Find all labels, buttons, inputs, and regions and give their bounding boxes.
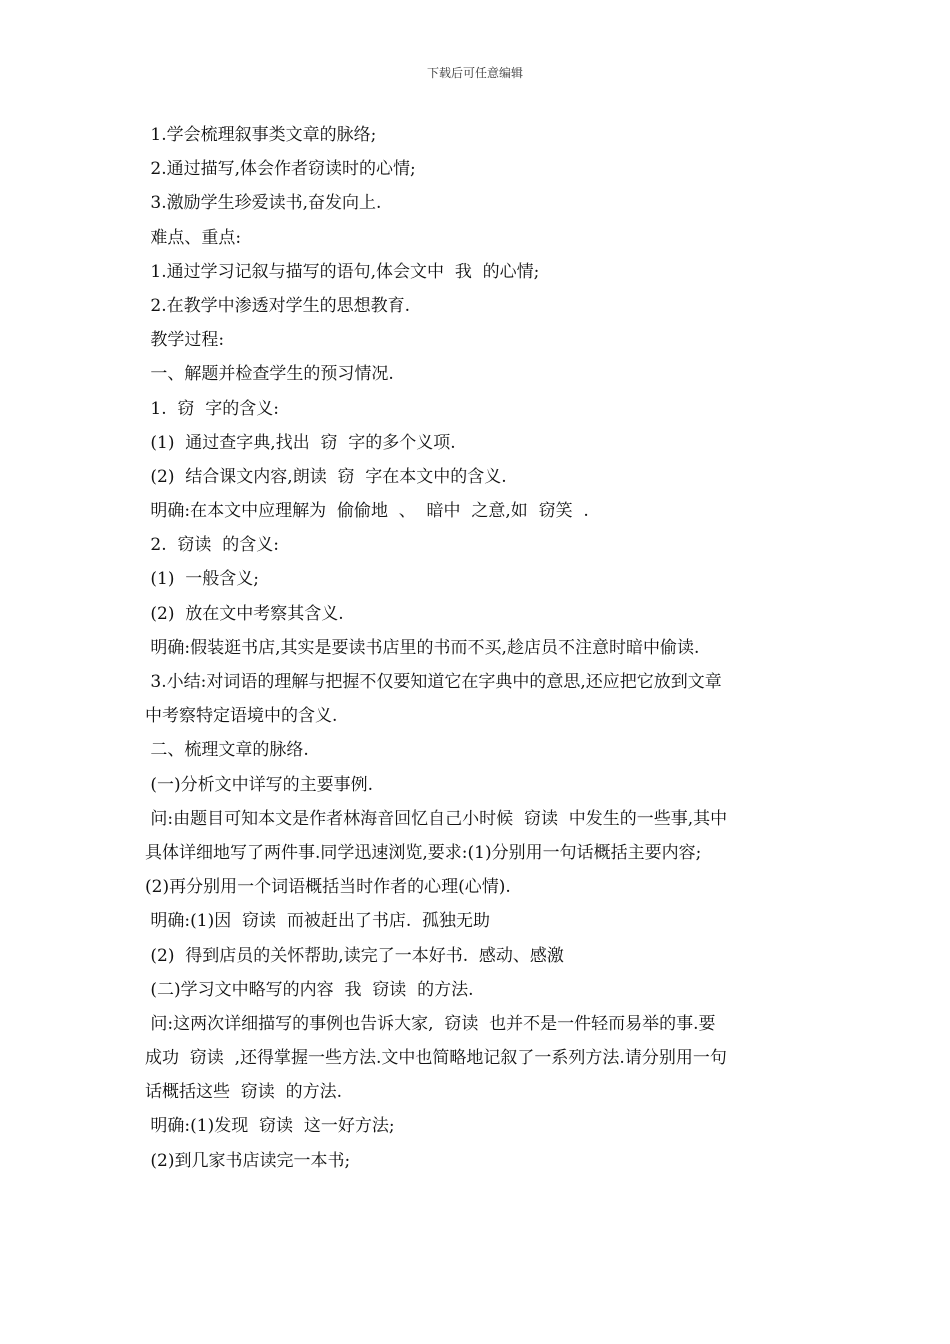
text-line: (1) 一般含义; [145,569,260,590]
text-line: 2.在教学中渗透对学生的思想教育. [145,295,411,316]
document-body [145,118,809,1178]
text-line: 成功 窃读 ,还得掌握一些方法.文中也简略地记叙了一系列方法.请分别用一句 [145,1048,727,1069]
text-line: 1.学会梳理叙事类文章的脉络; [145,125,377,145]
text-line: (2) 结合课文内容,朗读 窃 字在本文中的含义. [145,466,507,487]
text-line: (1) 通过查字典,找出 窃 字的多个义项. [145,432,456,453]
text-line: 明确:假装逛书店,其实是要读书店里的书而不买,趁店员不注意时暗中偷读. [145,637,700,658]
text-line: (2) 放在文中考察其含义. [145,603,344,624]
page-header: 下载后可任意编辑 [426,66,523,80]
text-line: 一、解题并检查学生的预习情况. [145,364,394,385]
text-line: (2)再分别用一个词语概括当时作者的心理(心情). [145,877,511,898]
text-line: 问:这两次详细描写的事例也告诉大家, 窃读 也并不是一件轻而易举的事.要 [145,1013,716,1034]
text-line: 3.激励学生珍爱读书,奋发向上. [145,193,382,214]
text-line: 3.小结:对词语的理解与把握不仅要知道它在字典中的意思,还应把它放到文章 [145,672,722,692]
text-line: 明确:在本文中应理解为 偷偷地 、 暗中 之意,如 窃笑 . [145,501,589,522]
text-line: 二、梳理文章的脉络. [145,740,309,761]
text-line: (一)分析文中详写的主要事例. [145,774,374,795]
text-line: (二)学习文中略写的内容 我 窃读 的方法. [145,979,474,1000]
text-line: 中考察特定语境中的含义. [145,706,338,727]
text-line: 1.通过学习记叙与描写的语句,体会文中 我 的心情; [145,261,540,282]
text-line: 明确:(1)发现 窃读 这一好方法; [145,1116,395,1137]
text-line: 教学过程: [145,330,225,351]
text-line: 话概括这些 窃读 的方法. [145,1082,343,1103]
text-line: 明确:(1)因 窃读 而被赶出了书店. 孤独无助 [145,911,491,932]
text-line: (2)到几家书店读完一本书; [145,1150,351,1171]
text-line: 问:由题目可知本文是作者林海音回忆自己小时候 窃读 中发生的一些事,其中 [145,808,728,829]
text-line: 1. 窃 字的含义: [145,398,279,419]
text-line: 2.通过描写,体会作者窃读时的心情; [145,159,416,180]
text-line: (2) 得到店员的关怀帮助,读完了一本好书. 感动、感激 [145,945,564,966]
text-line: 难点、重点: [145,227,242,248]
text-line: 2. 窃读 的含义: [145,535,279,556]
text-line: 具体详细地写了两件事.同学迅速浏览,要求:(1)分别用一句话概括主要内容; [145,842,702,863]
